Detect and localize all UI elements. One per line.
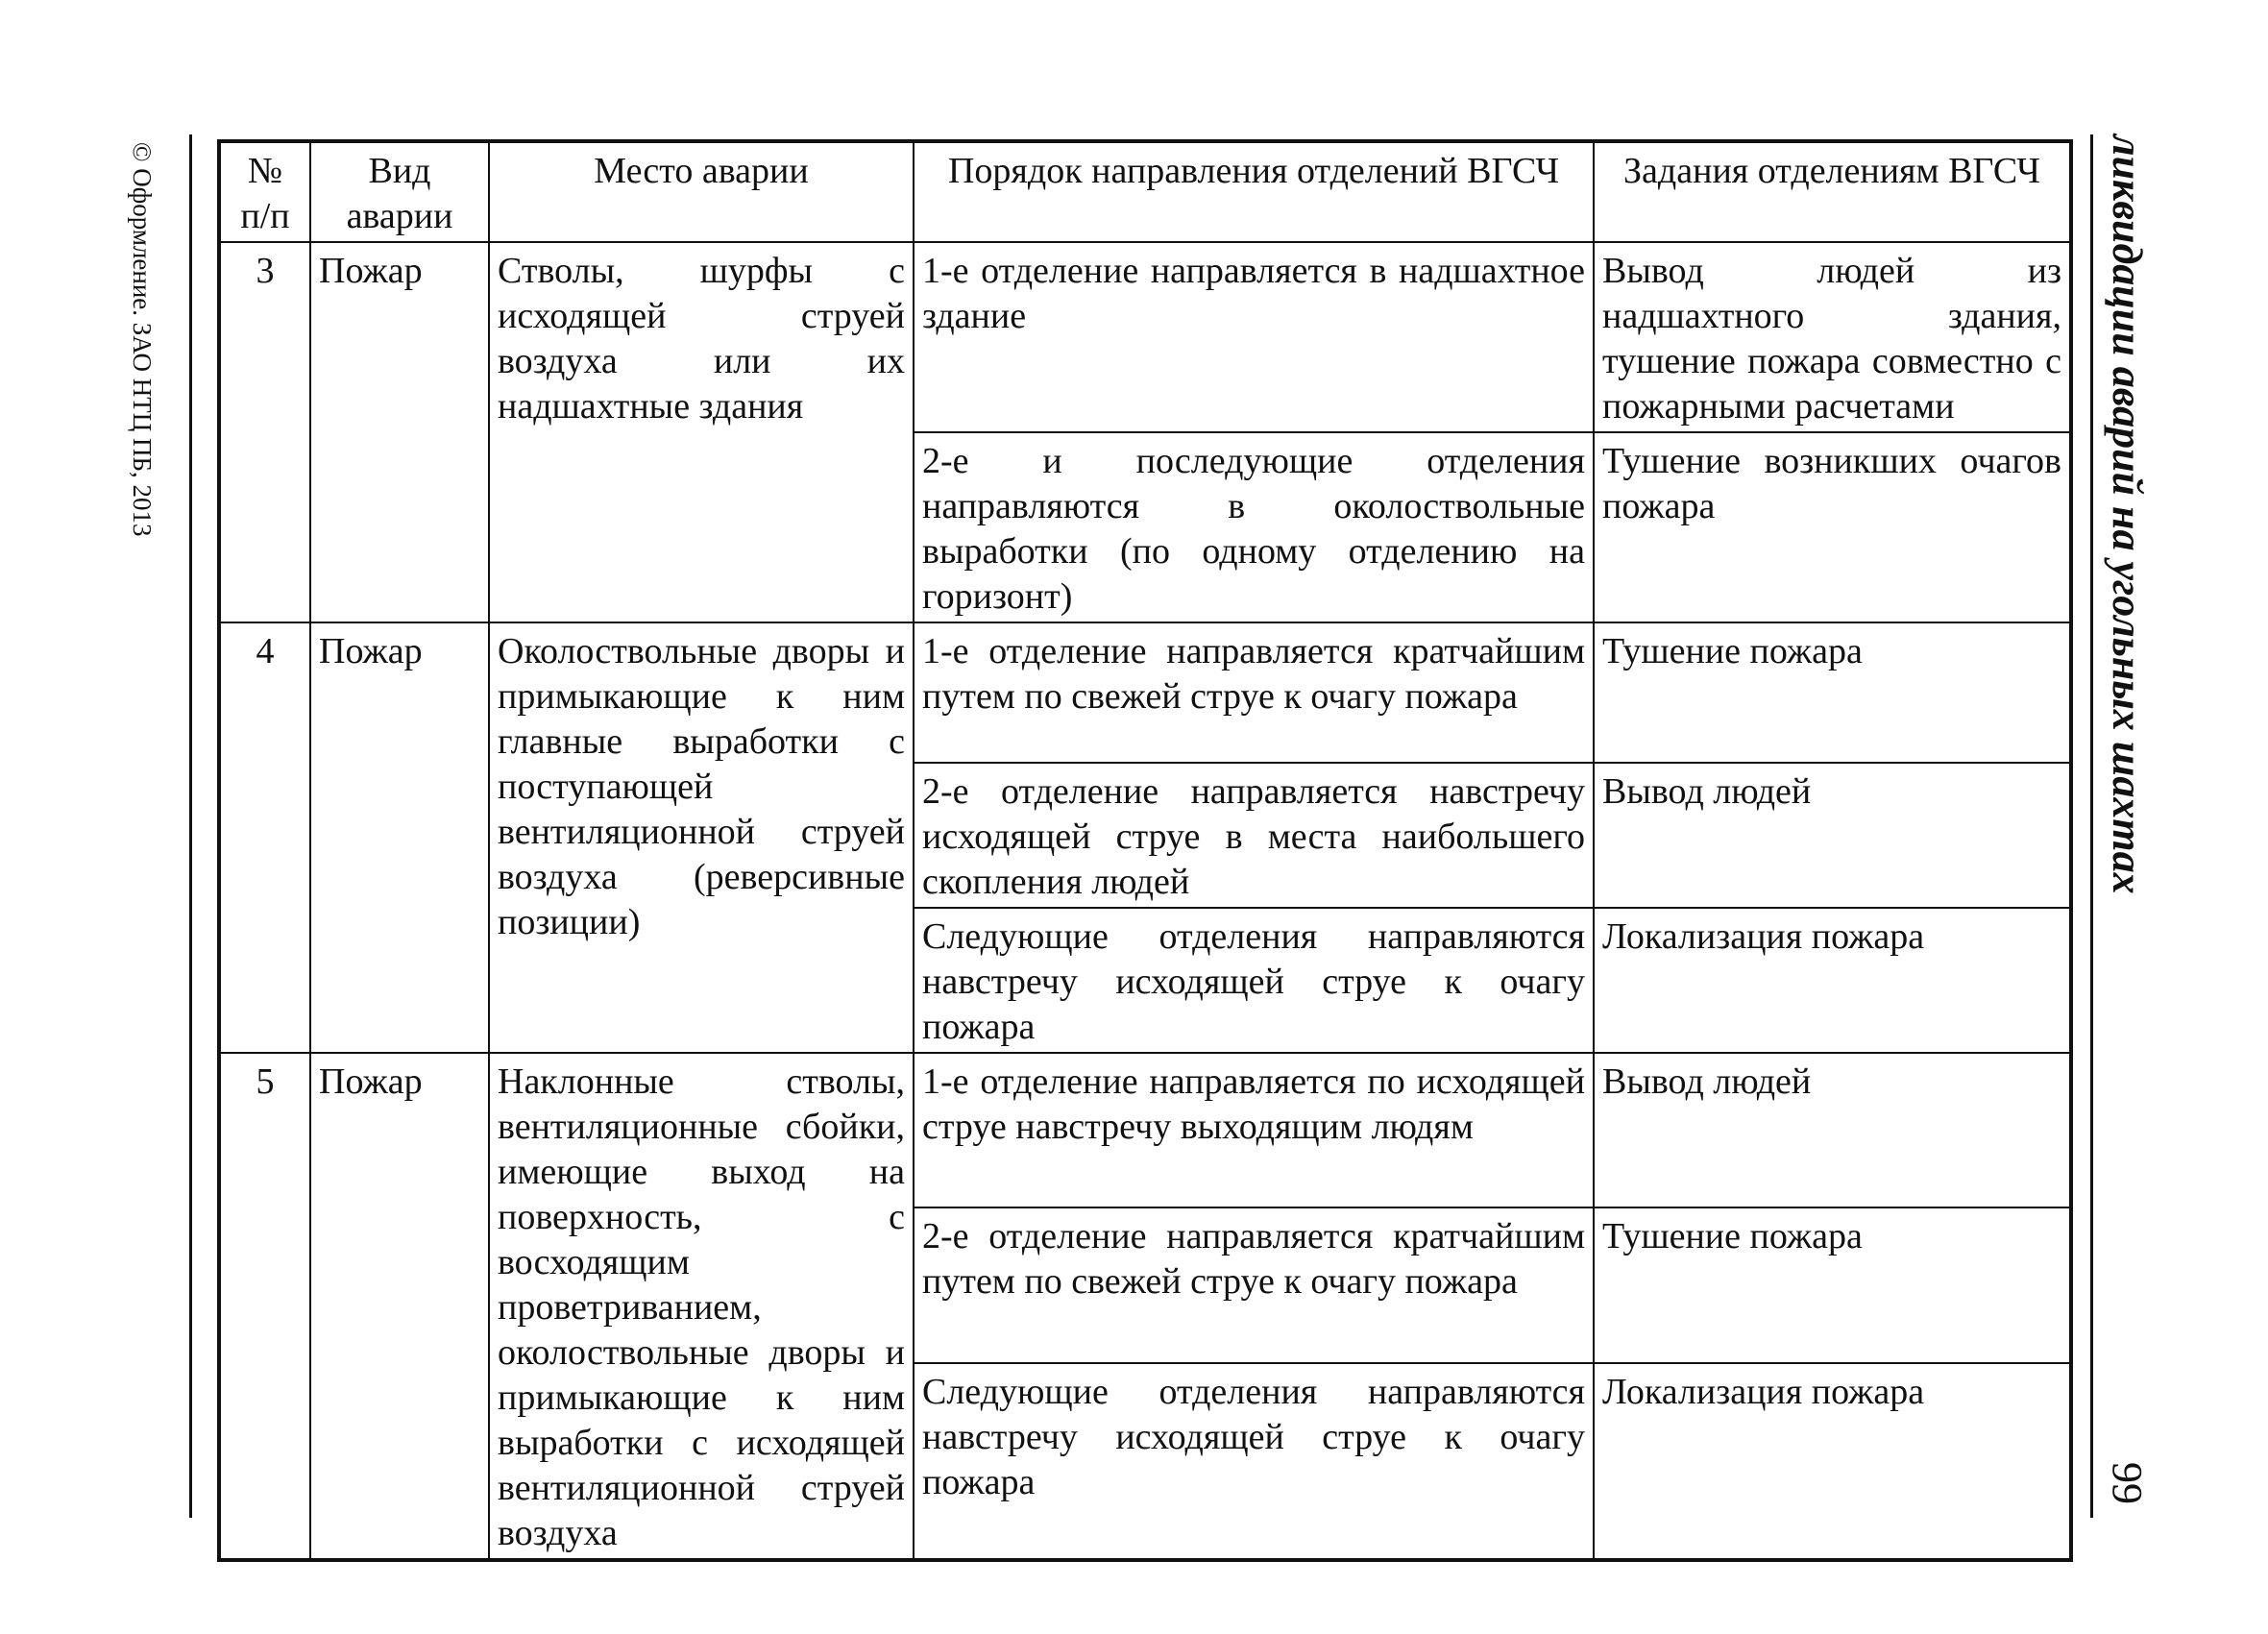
header-tasks: Задания отделениям ВГСЧ [1594, 141, 2071, 242]
header-type: Вид аварии [310, 141, 489, 242]
accident-type: Пожар [310, 622, 489, 1053]
dispatch-order: 2-е отделение направляется кратчайшим путем по свежей струе к очагу пожара [914, 1207, 1594, 1362]
header-place: Место аварии [489, 141, 914, 242]
dispatch-order: Следующие отделения направляются навстречу исходящей струе к очагу пожара [914, 1363, 1594, 1560]
squad-task: Локализация пожара [1594, 908, 2071, 1053]
table-row [219, 622, 2071, 763]
header-num: № п/п [219, 141, 310, 242]
row-number: 3 [219, 242, 310, 622]
header-order: Порядок направления отделений ВГСЧ [914, 141, 1594, 242]
table-row [219, 1053, 2071, 1207]
page-number: 99 [2104, 1462, 2151, 1504]
dispatch-order: 1-е отделение направляется кратчайшим путем по свежей струе к очагу пожара [914, 622, 1594, 763]
accident-place: Наклонные стволы, вентиляционные сбойки, имеющие выход на поверхность, с восходящим проветриванием, околоствольные дворы и примыкающие к ним выработки с исходящей вентиляционной струей воздуха [489, 1053, 914, 1560]
squad-task: Тушение возникших очагов пожара [1594, 432, 2071, 622]
accident-place: Околоствольные дворы и примыкающие к ним главные выработки с поступающей вентиляционной струей воздуха (реверсивные позиции) [489, 622, 914, 1053]
accident-place: Стволы, шурфы с исходящей струей воздуха или их надшахтные здания [489, 242, 914, 622]
squad-task: Тушение пожара [1594, 622, 2071, 763]
squad-task: Локализация пожара [1594, 1363, 2071, 1560]
dispatch-order: 1-е отделение направляется в надшахтное здание [914, 242, 1594, 432]
accident-type: Пожар [310, 242, 489, 622]
left-margin-rule [189, 134, 192, 1518]
dispatch-order: 1-е отделение направляется по исходящей струе навстречу выходящим людям [914, 1053, 1594, 1207]
dispatch-order: Следующие отделения направляются навстречу исходящей струе к очагу пожара [914, 908, 1594, 1053]
accident-response-table [217, 139, 2073, 1562]
row-number: 4 [219, 622, 310, 1053]
running-header-text: ликвидации аварий на угольных шахтах [2104, 134, 2151, 894]
row-number: 5 [219, 1053, 310, 1560]
squad-task: Вывод людей [1594, 763, 2071, 908]
dispatch-order: 2-е отделение направляется навстречу исходящей струе в места наибольшего скопления людей [914, 763, 1594, 908]
squad-task: Вывод людей [1594, 1053, 2071, 1207]
table-header-row [219, 141, 2071, 242]
table-row [219, 242, 2071, 432]
right-margin-rule [2090, 134, 2093, 1518]
dispatch-order: 2-е и последующие отделения направляются в околоствольные выработки (по одному отделению на горизонт) [914, 432, 1594, 622]
accident-type: Пожар [310, 1053, 489, 1560]
squad-task: Тушение пожара [1594, 1207, 2071, 1362]
squad-task: Вывод людей из надшахтного здания, тушение пожара совместно с пожарными расчетами [1594, 242, 2071, 432]
copyright-text: © Оформление. ЗАО НТЦ ПБ, 2013 [128, 142, 157, 537]
